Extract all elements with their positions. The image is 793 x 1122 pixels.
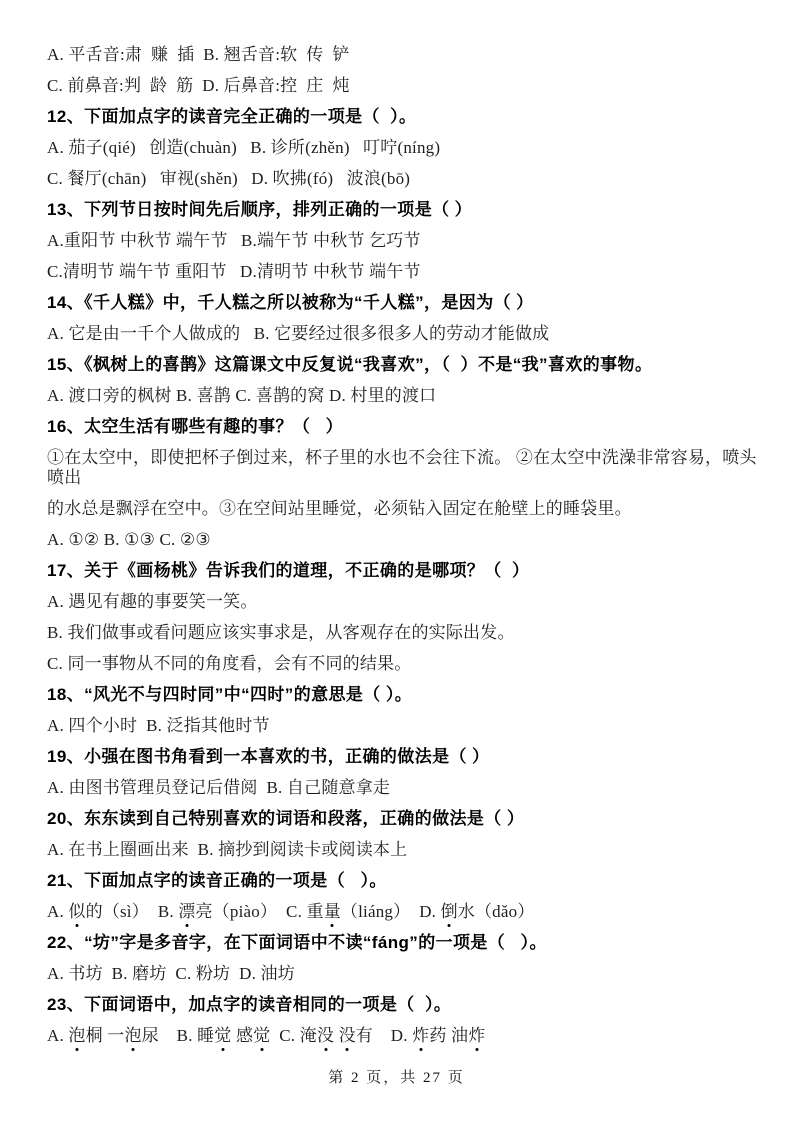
text-segment: C. 餐厅(chān) 审视(shěn) D. 吹拂(fó) 波浪(bō) [47,169,411,188]
emphasized-char: 量 [323,902,341,921]
text-segment: C. 淹 [270,1026,317,1045]
text-segment: B. 我们做事或看问题应该实事求是，从客观存在的实际出发。 [47,623,515,642]
text-segment: 14、《千人糕》中，千人糕之所以被称为“千人糕”，是因为（ ） [47,293,534,312]
option-line [47,169,757,189]
text-segment: 18、“风光不与四时同”中“四时”的意思是（ ）。 [47,685,413,704]
text-segment: 15、《枫树上的喜鹊》这篇课文中反复说“我喜欢”，（ ）不是“我”喜欢的事物。 [47,355,653,374]
text-segment: 亮（piào） C. 重 [195,902,324,921]
emphasized-char: 倒 [440,902,458,921]
text-segment: 桐 一 [85,1026,125,1045]
text-segment: A. 茄子(qié) 创造(chuàn) B. 诊所(zhěn) 叮咛(níng) [47,138,441,157]
text-segment: A. 在书上圈画出来 B. 摘抄到阅读卡或阅读本上 [47,840,408,859]
option-line [47,1026,757,1046]
text-segment: A.重阳节 中秋节 端午节 B.端午节 中秋节 乞巧节 [47,231,421,250]
question-line [47,107,757,127]
text-segment: A. 渡口旁的枫树 B. 喜鹊 C. 喜鹊的窝 D. 村里的渡口 [47,386,437,405]
option-line [47,716,757,736]
question-line [47,561,757,581]
emphasized-char: 炸 [468,1026,486,1045]
text-segment: 20、东东读到自己特别喜欢的词语和段落，正确的做法是（ ） [47,809,525,828]
option-line [47,138,757,158]
text-segment: （liáng） D. [340,902,441,921]
text-segment: 感 [231,1026,254,1045]
text-segment: 有 D. [355,1026,413,1045]
option-line [47,45,757,65]
text-segment: A. 它是由一千个人做成的 B. 它要经过很多很多人的劳动才能做成 [47,324,550,343]
text-segment: 13、下列节日按时间先后顺序，排列正确的一项是（ ） [47,200,473,219]
text-segment: A. 书坊 B. 磨坊 C. 粉坊 D. 油坊 [47,964,295,983]
question-line [47,685,757,705]
text-segment: 尿 B. 睡 [141,1026,215,1045]
question-line [47,200,757,220]
text-segment: A. [47,1026,69,1045]
option-line [47,778,757,798]
text-segment: C. 同一事物从不同的角度看，会有不同的结果。 [47,654,412,673]
question-line [47,871,757,891]
question-line [47,995,757,1015]
passage-line [47,448,757,488]
emphasized-char: 炸 [412,1026,430,1045]
text-segment: 22、“坊”字是多音字，在下面词语中不读“fáng”的一项是（ ）。 [47,933,547,952]
emphasized-char: 没 [338,1026,356,1045]
text-segment: C.清明节 端午节 重阳节 D.清明节 中秋节 端午节 [47,262,421,281]
option-line [47,623,757,643]
text-segment: 19、小强在图书角看到一本喜欢的书，正确的做法是（ ） [47,747,490,766]
text-segment: 药 油 [429,1026,469,1045]
option-line [47,964,757,984]
emphasized-char: 觉 [253,1026,271,1045]
text-segment: 的（sì） B. [85,902,179,921]
option-line [47,530,757,550]
text-segment: A. 遇见有趣的事要笑一笑。 [47,592,258,611]
question-line [47,933,757,953]
text-segment: A. 由图书管理员登记后借阅 B. 自己随意拿走 [47,778,391,797]
page-number-footer: 第 2 页，共 27 页 [328,1070,465,1086]
question-line [47,809,757,829]
option-line [47,324,757,344]
emphasized-char: 似 [68,902,86,921]
text-segment: 12、下面加点字的读音完全正确的一项是（ ）。 [47,107,417,126]
text-segment: 17、关于《画杨桃》告诉我们的道理，不正确的是哪项？（ ） [47,561,530,580]
text-segment: A. 平舌音:肃 赚 插 B. 翘舌音:软 传 铲 [47,45,350,64]
question-line [47,355,757,375]
text-segment: A. [47,902,69,921]
option-line [47,902,757,922]
emphasized-char: 漂 [178,902,196,921]
question-line [47,747,757,767]
text-segment: 23、下面词语中，加点字的读音相同的一项是（ ）。 [47,995,452,1014]
option-line [47,262,757,282]
emphasized-char: 泡 [124,1026,142,1045]
option-line [47,592,757,612]
option-line [47,386,757,406]
question-line [47,293,757,313]
text-segment: ①在太空中，即使把杯子倒过来，杯子里的水也不会往下流。 ②在太空中洗澡非常容易，喷头喷出 [47,448,757,487]
text-segment: 21、下面加点字的读音正确的一项是（ ）。 [47,871,387,890]
option-line [47,840,757,860]
question-line [47,417,757,437]
option-line [47,231,757,251]
emphasized-char: 泡 [68,1026,86,1045]
option-line [47,654,757,674]
text-segment: 的水总是飘浮在空中。③在空间站里睡觉，必须钻入固定在舱壁上的睡袋里。 [47,499,632,518]
text-segment: C. 前鼻音:判 龄 筋 D. 后鼻音:控 庄 炖 [47,76,350,95]
passage-line [47,499,757,519]
text-segment: A. ①② B. ①③ C. ②③ [47,530,211,549]
text-segment: A. 四个小时 B. 泛指其他时节 [47,716,270,735]
option-line [47,76,757,96]
text-segment: 水（dǎo） [457,902,535,921]
text-segment: 16、太空生活有哪些有趣的事？（ ） [47,417,344,436]
emphasized-char: 没 [316,1026,335,1045]
emphasized-char: 觉 [214,1026,232,1045]
